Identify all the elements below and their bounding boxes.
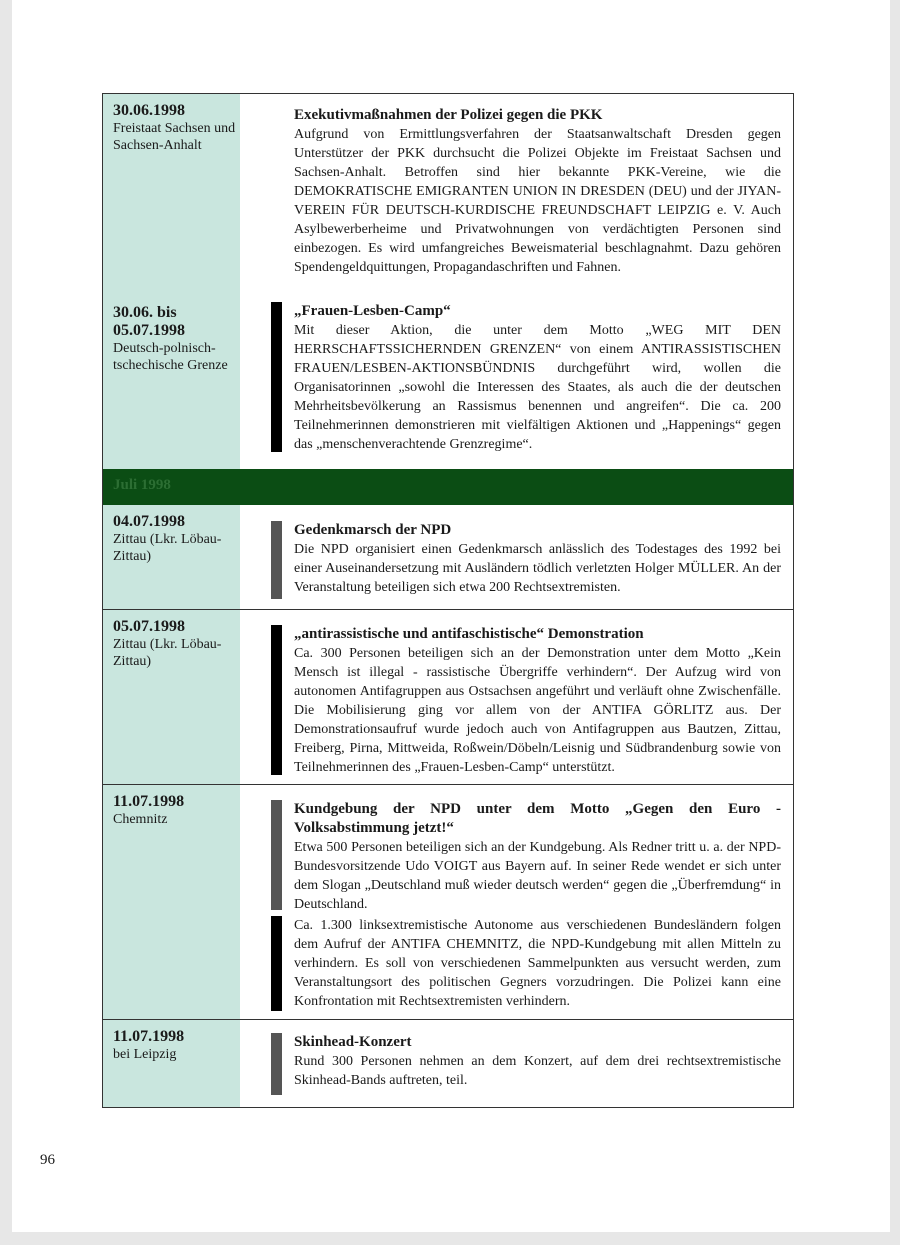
entry-place: Zittau (Lkr. Löbau-Zittau) xyxy=(113,637,222,669)
entry-text: Die NPD organisiert einen Gedenkmarsch anlässlich des Todestages des 1992 bei einer Auseinandersetzung mit Ausländern tödlich verletzten Holger MÜLLER. An der Veranstaltung beteiligen sich etwa 200 Rechtsextremisten. xyxy=(294,542,781,595)
table-row xyxy=(103,505,793,609)
entry-content xyxy=(294,302,781,454)
entry-date: 30.06.1998 xyxy=(113,102,185,119)
table-row xyxy=(103,94,793,289)
entry-date: 11.07.1998 xyxy=(113,793,185,810)
entry-title: Exekutivmaßnahmen der Polizei gegen die PKK xyxy=(294,107,603,123)
entry-text: Ca. 300 Personen beteiligen sich an der Demonstration unter dem Motto „Kein Mensch ist illegal - rassistische Übergriffe verhindern“. Der Aufzug wird von autonomen Antifagruppen aus Ostsachsen angeführt und verläuft ohne Zwischenfälle. Die Mobilisierung ging vor allem von der ANTIFA GÖRLITZ aus. Der Demonstrationsaufruf wurde jedoch auch von Antifagruppen aus Bautzen, Zittau, Freiberg, Pirna, Mittweida, Roßwein/Döbeln/Leisnig und Südbrandenburg sowie von Teilnehmerinnen des „Frauen-Lesben-Camp“ unterstützt. xyxy=(294,646,781,775)
entry-text: Mit dieser Aktion, die unter dem Motto „WEG MIT DEN HERRSCHAFTSSICHERNDEN GRENZEN“ von einem ANTIRASSISTISCHEN FRAUEN/LESBEN-AKTIONSBÜNDNIS durchgeführt wird, wollen die Organisatorinnen „sowohl die Interessen des Staates, als auch die der deutschen Mehrheitsbevölkerung an Rassismus benennen und angreifen“. Die ca. 200 Teilnehmerinnen demonstrieren mit vielfältigen Aktionen und „Happenings“ gegen das „menschenverachtende Grenzregime“. xyxy=(294,323,781,452)
entry-content xyxy=(294,521,781,597)
entry-content xyxy=(294,106,781,277)
entry-content xyxy=(294,800,781,914)
entry-text-secondary: Ca. 1.300 linksextremistische Autonome aus verschiedenen Bundesländern folgen dem Aufruf der ANTIFA CHEMNITZ, die NPD-Kundgebung mit allen Mitteln zu verhindern. Es soll von verschiedenen Sammelpunkten aus versucht werden, zum Veranstaltungsort des politischen Gegners vorzudringen. Die Polizei kann eine Konfrontation mit Rechtsextremisten verhindern. xyxy=(294,918,781,1009)
page xyxy=(12,0,890,1232)
entry-content-secondary xyxy=(294,916,781,1011)
entry-title: Kundgebung der NPD unter dem Motto „Gegen den Euro - Volksabstimmung jetzt!“ xyxy=(294,801,781,836)
entry-place: Deutsch-polnisch-tschechische Grenze xyxy=(113,341,228,373)
entry-text: Aufgrund von Ermittlungsverfahren der Staatsanwaltschaft Dresden gegen Unterstützer der PKK durchsucht die Polizei Objekte im Freistaat Sachsen und Sachsen-Anhalt. Betroffen sind hier bekannte PKK-Vereine, wie die DEMOKRATISCHE EMIGRANTEN UNION IN DRESDEN (DEU) und der JIYAN-VEREIN FÜR DEUTSCH-KURDISCHE FREUNDSCHAFT LEIPZIG e. V. Auch Asylbewerberheime und Privatwohnungen von verdächtigten Personen sind einbezogen. Es wird umfangreiches Beweismaterial beschlagnahmt. Dazu gehören Spendengeldquittungen, Propagandaschriften und Fahnen. xyxy=(294,127,781,275)
black-marker xyxy=(271,916,282,1011)
month-label: Juli 1998 xyxy=(113,477,171,493)
date-cell xyxy=(113,618,238,670)
black-marker xyxy=(271,302,282,452)
date-cell xyxy=(113,1028,238,1063)
month-header-bar xyxy=(103,469,793,505)
date-cell xyxy=(113,793,238,828)
entry-place: Zittau (Lkr. Löbau-Zittau) xyxy=(113,532,222,564)
entry-place: Chemnitz xyxy=(113,812,168,827)
grey-marker xyxy=(271,1033,282,1095)
entry-title: „Frauen-Lesben-Camp“ xyxy=(294,303,451,319)
entry-date: 05.07.1998 xyxy=(113,618,185,635)
table-row xyxy=(103,784,793,1020)
entry-title: „antirassistische und antifaschistische“ Demonstration xyxy=(294,626,644,642)
entry-text: Etwa 500 Personen beteiligen sich an der Kundgebung. Als Redner tritt u. a. der NPD-Bundesvorsitzende Udo VOIGT aus Bayern auf. In seiner Rede wendet er sich unter dem Slogan „Deutschland muß wieder deutsch werden“ gegen die „Überfremdung“ in Deutschland. xyxy=(294,840,781,912)
entry-content xyxy=(294,625,781,777)
entry-date: 30.06. bis 05.07.1998 xyxy=(113,304,185,339)
date-cell xyxy=(113,102,238,154)
entry-place: bei Leipzig xyxy=(113,1047,177,1062)
black-marker xyxy=(271,625,282,775)
entry-title: Gedenkmarsch der NPD xyxy=(294,522,452,538)
entry-date: 04.07.1998 xyxy=(113,513,185,530)
entry-title: Skinhead-Konzert xyxy=(294,1034,412,1050)
entry-date: 11.07.1998 xyxy=(113,1028,185,1045)
date-cell xyxy=(113,304,238,374)
entry-text: Rund 300 Personen nehmen an dem Konzert, auf dem drei rechtsextremistische Skinhead-Bands auftreten, teil. xyxy=(294,1054,781,1088)
page-number: 96 xyxy=(40,1152,55,1168)
grey-marker xyxy=(271,521,282,599)
date-cell xyxy=(113,513,238,565)
entry-place: Freistaat Sachsen und Sachsen-Anhalt xyxy=(113,121,236,153)
table-row xyxy=(103,296,793,468)
grey-marker xyxy=(271,800,282,910)
table-row xyxy=(103,609,793,785)
chronology-table xyxy=(102,93,794,1108)
table-row xyxy=(103,1019,793,1108)
entry-content xyxy=(294,1033,781,1090)
